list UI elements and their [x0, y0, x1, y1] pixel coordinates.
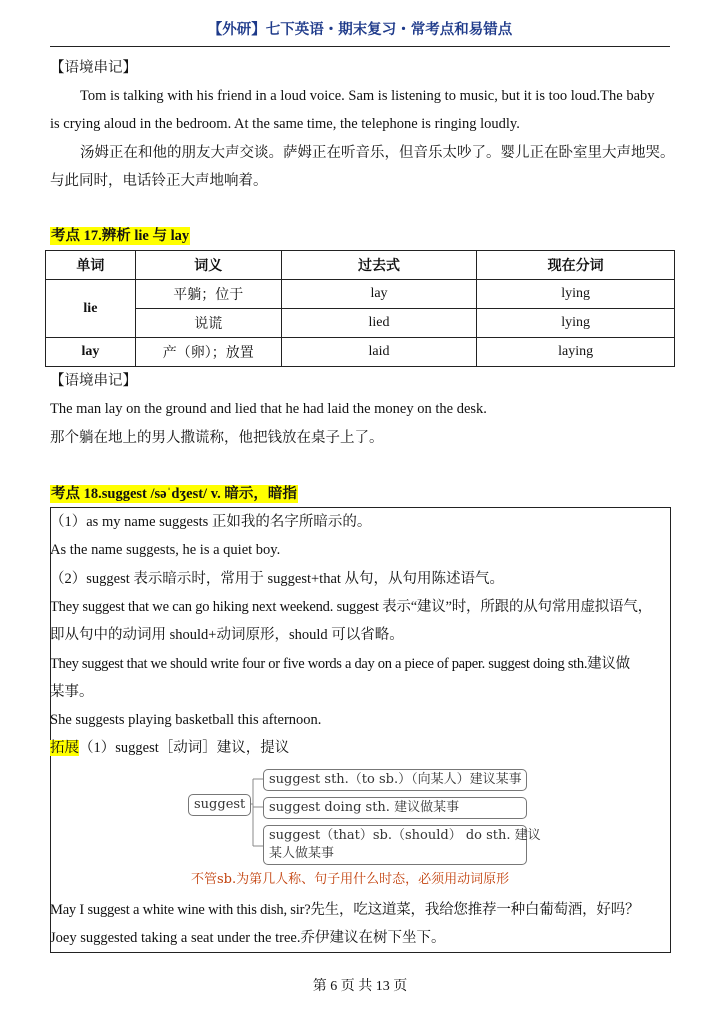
- note-line: （2）suggest 表示暗示时，常用于 suggest+that 从句，从句用陈述语气。: [50, 571, 505, 587]
- past-cell: lied: [281, 309, 477, 338]
- point17-heading: [50, 226, 670, 246]
- mindmap-note: 不管sb.为第几人称、句子用什么时态，必须用动词原形: [191, 872, 510, 887]
- point18-heading: [50, 484, 670, 504]
- table-row: [46, 309, 675, 338]
- note-line: They suggest that we can go hiking next weekend. suggest 表示“建议”时，所跟的从句常用虚拟语气，: [50, 599, 652, 615]
- note-line: They suggest that we should write four or five words a day on a piece of paper. suggest doing sth.建议做: [50, 656, 630, 672]
- meaning-cell: 平躺；位于: [135, 280, 281, 309]
- participle-cell: laying: [477, 338, 675, 367]
- suggest-mindmap: [185, 764, 545, 894]
- past-cell: lay: [281, 280, 477, 309]
- note-line: Joey suggested taking a seat under the tree.乔伊建议在树下坐下。: [50, 930, 446, 946]
- word-cell: lay: [46, 338, 136, 367]
- participle-cell: lying: [477, 309, 675, 338]
- context-tag: 【语境串记】: [50, 60, 137, 76]
- note-line: （1）as my name suggests 正如我的名字所暗示的。: [50, 514, 372, 530]
- table-header-row: [46, 251, 675, 280]
- note-line: 即从句中的动词用 should+动词原形，should 可以省略。: [50, 627, 404, 643]
- mindmap-branch: suggest doing sth. 建议做某事: [263, 797, 527, 819]
- word-cell: lie: [46, 280, 136, 338]
- mindmap-root: suggest: [188, 794, 251, 816]
- table-header: 过去式: [281, 251, 477, 280]
- note-line: She suggests playing basketball this afternoon.: [50, 712, 322, 728]
- page-footer: 第 6 页 共 13 页: [312, 979, 408, 994]
- context-zh-line: 那个躺在地上的男人撒谎称，他把钱放在桌子上了。: [50, 430, 384, 446]
- context-zh-line: 与此同时，电话铃正大声地响着。: [50, 173, 268, 189]
- extension-text: （1）suggest［动词］建议，提议: [79, 740, 290, 756]
- meaning-cell: 说谎: [135, 309, 281, 338]
- note-line: As the name suggests, he is a quiet boy.: [50, 542, 281, 558]
- context-zh-line: 汤姆正在和他的朋友大声交谈。萨姆正在听音乐，但音乐太吵了。婴儿正在卧室里大声地哭。: [80, 145, 675, 161]
- meaning-cell: 产（卵）；放置: [135, 338, 281, 367]
- past-cell: laid: [281, 338, 477, 367]
- header-rule: [50, 46, 670, 47]
- table-row: [46, 338, 675, 367]
- mindmap-branch: suggest sth.（to sb.）（向某人）建议某事: [263, 769, 527, 791]
- extension-tag: 拓展: [50, 740, 79, 756]
- note-line: May I suggest a white wine with this dish, sir?先生，吃这道菜，我给您推荐一种白葡萄酒，好吗？: [50, 902, 640, 918]
- point18-title: 考点 18.suggest /səˈdʒest/ v. 暗示，暗指: [51, 486, 297, 502]
- table-header: 单词: [46, 251, 136, 280]
- context-tag: 【语境串记】: [50, 373, 137, 389]
- mindmap-branch-line: 某人做某事: [269, 846, 335, 861]
- lie-lay-table: [45, 250, 675, 367]
- mindmap-branch: [263, 825, 541, 865]
- context-en-line: Tom is talking with his friend in a loud voice. Sam is listening to music, but it is too loud.The baby: [80, 88, 655, 104]
- mindmap-branch-line: suggest（that）sb.（should） do sth. 建议: [269, 828, 541, 843]
- table-header: 现在分词: [477, 251, 675, 280]
- page-header: 【外研】七下英语・期末复习・常考点和易错点: [207, 22, 513, 38]
- table-header: 词义: [135, 251, 281, 280]
- table-row: [46, 280, 675, 309]
- point17-title: 考点 17.辨析 lie 与 lay: [51, 228, 190, 244]
- note-line: 某事。: [50, 684, 94, 700]
- context-en-line: The man lay on the ground and lied that he had laid the money on the desk.: [50, 401, 487, 417]
- participle-cell: lying: [477, 280, 675, 309]
- context-en-line: is crying aloud in the bedroom. At the same time, the telephone is ringing loudly.: [50, 116, 520, 132]
- extension-line: [50, 738, 670, 758]
